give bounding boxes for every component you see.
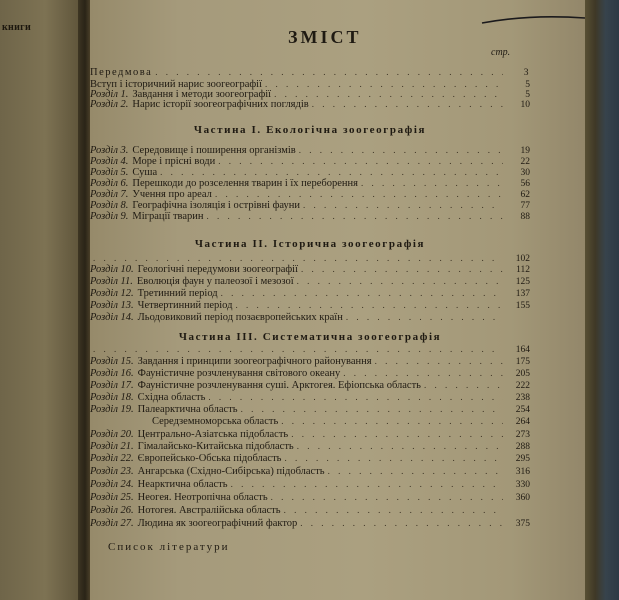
toc-row — [90, 368, 530, 380]
toc-page: 22 — [520, 157, 530, 167]
toc-entry-text: Льодовиковий період позаєвропейських країн — [137, 312, 343, 323]
toc-entry-text: Геологічні передумови зоогеографії — [137, 264, 298, 275]
toc-leader — [301, 264, 503, 274]
toc-leader — [218, 156, 503, 166]
toc-leader — [424, 380, 503, 390]
toc-entry-text: Фауністичне розчленування суші. Арктогея. Ефіопська область — [137, 380, 421, 391]
toc-page: 375 — [515, 519, 530, 529]
toc-leader — [93, 344, 503, 354]
toc-row — [90, 99, 530, 111]
toc-leader — [281, 416, 503, 426]
literature-entry: Список літератури — [108, 541, 230, 553]
page-title: ЗМІСТ — [288, 27, 362, 47]
toc-chapter-label: Розділ 14. — [90, 312, 134, 323]
book-cover-edge — [585, 0, 619, 600]
toc-row — [90, 466, 530, 478]
toc-chapter-label: Розділ 20. — [90, 429, 134, 440]
toc-chapter-label: Розділ 18. — [90, 392, 134, 403]
toc-entry-text: Завдання і принципи зоогеографічного районування — [137, 356, 372, 367]
toc-chapter-label: Розділ 15. — [90, 356, 134, 367]
toc-row — [90, 404, 530, 416]
toc-entry-text: Неогея. Неотропічна область — [137, 492, 268, 503]
toc-row — [90, 264, 530, 276]
toc-page: 30 — [520, 168, 530, 178]
toc-leader — [291, 429, 503, 439]
toc-chapter-label: Розділ 16. — [90, 368, 134, 379]
toc-entry-text: Нарис історії зоогеографічних поглядів — [132, 99, 309, 110]
toc-row — [90, 67, 530, 79]
toc-leader — [361, 178, 503, 188]
toc-page: 295 — [515, 454, 530, 464]
toc-chapter-label: Розділ 11. — [90, 276, 133, 287]
toc-leader — [160, 167, 503, 177]
toc-row — [90, 479, 530, 491]
toc-entry-text: Третинний період — [137, 288, 218, 299]
toc-entry-text: Фауністичне розчленування світового океану — [137, 368, 341, 379]
toc-entry-text: Ангарська (Східно-Сибірська) підобласть — [137, 466, 325, 477]
toc-chapter-label: Розділ 13. — [90, 300, 134, 311]
toc-leader — [221, 288, 503, 298]
toc-chapter-label: Розділ 2. — [90, 99, 129, 110]
toc-chapter-label: Розділ 9. — [90, 211, 129, 222]
toc-page: 164 — [515, 345, 530, 355]
toc-row — [90, 356, 530, 368]
toc-chapter-label: Розділ 25. — [90, 492, 134, 503]
toc-chapter-label: Розділ 3. — [90, 145, 129, 156]
toc-leader — [284, 505, 503, 515]
toc-page: 155 — [515, 301, 530, 311]
page-column-header: стр. — [491, 47, 511, 58]
toc-leader — [312, 99, 503, 109]
toc-chapter-label: Розділ 22. — [90, 453, 134, 464]
toc-entry-text: Людина як зоогеографічний фактор — [137, 518, 298, 529]
toc-chapter-label: Розділ 7. — [90, 189, 129, 200]
toc-leader — [231, 479, 503, 489]
toc-row — [90, 344, 530, 356]
toc-page: 238 — [515, 393, 530, 403]
toc-entry-text: Море і прісні води — [132, 156, 216, 167]
toc-page: 316 — [515, 467, 530, 477]
toc-page: 112 — [516, 265, 530, 275]
toc-row — [90, 416, 530, 428]
toc-chapter-label: Розділ 19. — [90, 404, 134, 415]
toc-leader — [265, 79, 503, 89]
toc-leader — [303, 200, 503, 210]
toc-entry-text: Середземноморська область — [152, 416, 279, 427]
toc-entry-text: Четвертинний період — [137, 300, 233, 311]
toc-chapter-label: Розділ 10. — [90, 264, 134, 275]
toc-page: 273 — [515, 430, 530, 440]
toc-chapter-label: Розділ 1. — [90, 89, 129, 100]
toc-entry-text: Палеарктична область — [137, 404, 238, 415]
toc-entry-text: Перешкоди до розселення тварин і їх переборення — [132, 178, 358, 189]
left-page — [0, 0, 82, 600]
toc-entry-text: Суша — [132, 167, 158, 178]
toc-row — [90, 441, 530, 453]
toc-page: 254 — [515, 405, 530, 415]
toc-chapter-label: Розділ 27. — [90, 518, 134, 529]
toc-page: 19 — [520, 146, 530, 156]
toc-entry-text: Середовище і поширення організмів — [132, 145, 296, 156]
toc-leader — [346, 312, 503, 322]
toc-row — [90, 429, 530, 441]
toc-entry-text: Міграції тварин — [132, 211, 204, 222]
toc-entry-text: Східна область — [137, 392, 206, 403]
toc-leader — [241, 404, 503, 414]
toc-page: 205 — [515, 369, 530, 379]
toc-page: 62 — [520, 190, 530, 200]
toc-chapter-label: Розділ 8. — [90, 200, 129, 211]
toc-entry-text: Учення про ареал — [132, 189, 212, 200]
toc-row — [90, 211, 530, 223]
toc-page: 125 — [515, 277, 530, 287]
toc-leader — [328, 466, 503, 476]
toc-chapter-label: Розділ 6. — [90, 178, 129, 189]
toc-page: 175 — [515, 357, 530, 367]
toc-page: 102 — [515, 254, 530, 264]
toc-page: 56 — [520, 179, 530, 189]
toc-leader — [299, 145, 503, 155]
toc-leader — [235, 300, 503, 310]
toc-page: 5 — [525, 90, 530, 100]
toc-entry-text: Європейсько-Обська підобласть — [137, 453, 282, 464]
toc-entry-text: Завдання і методи зоогеографії — [132, 89, 272, 100]
toc-entry-text: Вступ і історичний нарис зоогеографії — [90, 79, 263, 90]
toc-leader — [207, 211, 503, 221]
toc-leader — [274, 89, 503, 99]
toc-leader — [215, 189, 503, 199]
toc-page: 88 — [520, 212, 530, 222]
toc-page: 288 — [515, 442, 530, 452]
toc-page: 330 — [515, 480, 530, 490]
part-heading: Частина I. Екологічна зоогеографія — [193, 124, 427, 136]
toc-leader — [284, 453, 503, 463]
toc-page: 10 — [520, 100, 530, 110]
toc-row — [90, 453, 530, 465]
toc-leader — [343, 368, 503, 378]
toc-entry-text: Географічна ізоляція і острівні фауни — [132, 200, 301, 211]
toc-row — [90, 518, 530, 530]
toc-row — [90, 288, 530, 300]
toc-row — [90, 300, 530, 312]
part-heading: Частина III. Систематична зоогеографія — [178, 331, 442, 343]
toc-leader — [375, 356, 503, 366]
toc-entry-text: Нотогея. Австралійська область — [137, 505, 281, 516]
toc-entry-text: Еволюція фаун у палеозої і мезозої — [136, 276, 294, 287]
toc-row — [90, 492, 530, 504]
toc-row — [90, 380, 530, 392]
toc-chapter-label: Розділ 5. — [90, 167, 129, 178]
toc-entry-text: Центрально-Азіатська підобласть — [137, 429, 289, 440]
toc-entry-text: Неарктична область — [137, 479, 228, 490]
toc-leader — [297, 276, 503, 286]
toc-page: 77 — [520, 201, 530, 211]
toc-page: 264 — [515, 417, 530, 427]
toc-chapter-label: Розділ 23. — [90, 466, 134, 477]
toc-chapter-label: Розділ 26. — [90, 505, 134, 516]
toc-leader — [208, 392, 503, 402]
toc-chapter-label: Розділ 4. — [90, 156, 129, 167]
toc-entry-text: Передмова — [90, 67, 153, 78]
contents-page — [90, 0, 585, 600]
toc-leader — [93, 253, 503, 263]
toc-page: 5 — [525, 80, 530, 90]
toc-leader — [297, 441, 503, 451]
toc-page: 222 — [515, 381, 530, 391]
toc-chapter-label: Розділ 24. — [90, 479, 134, 490]
toc-chapter-label: Розділ 21. — [90, 441, 134, 452]
toc-page: 360 — [515, 493, 530, 503]
left-page-text: книги — [2, 22, 32, 33]
toc-row — [90, 312, 530, 324]
part-heading: Частина II. Історична зоогеографія — [194, 238, 426, 250]
toc-leader — [271, 492, 503, 502]
toc-leader — [300, 518, 503, 528]
toc-entry-text: Гімалайсько-Китайська підобласть — [137, 441, 294, 452]
toc-row — [90, 392, 530, 404]
toc-row — [90, 505, 530, 517]
toc-row — [90, 276, 530, 288]
toc-page: 137 — [515, 289, 530, 299]
toc-leader — [155, 67, 503, 77]
toc-chapter-label: Розділ 17. — [90, 380, 134, 391]
toc-page: 3 — [523, 68, 530, 78]
toc-chapter-label: Розділ 12. — [90, 288, 134, 299]
